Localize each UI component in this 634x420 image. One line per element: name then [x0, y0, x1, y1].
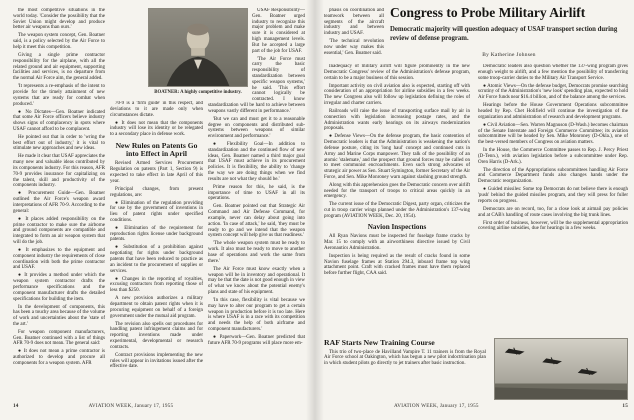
- congress-column-1: [324, 64, 470, 220]
- raf-heading: RAF Starts New Training Course: [324, 338, 435, 347]
- paragraph: ● Defense Views—On the defense program, the basic contention of Democratic leaders is that the Administration is weakening the nation's defense posture, citing its 'long haul' concept and continued cuts in Army and Marine Corps manpower. They talk of the possibility of an atomic 'stalemate,' and the prospect that ground forces may be called on to meet communist encroachments. Even such strong advocates of strategic air power as Sen. Stuart Symington, former Secretary of the Air Force, and Sen. Mike Monroney warn against slashing ground strength.: [324, 134, 470, 180]
- right-column-2: [478, 64, 628, 334]
- vampire-trainers-graphic: [495, 339, 627, 399]
- paragraph: ● It does not mean that the components industry will lose its identity or be relegated to a secondary place in defense work.: [110, 120, 203, 138]
- paragraph: The Air Force must know exactly when a weapon will be in inventory and operational. It may be that the date is not good enough in view of what we know about the potential enemy's plans and state of his equipment.: [208, 266, 305, 295]
- left-column-1: [13, 8, 105, 396]
- paragraph: Railroads will raise the issue of transporting surface mail by air in connection with legislation increasing postage rates, and the Administration wants early hearings on its airways modernization proposals.: [324, 108, 470, 132]
- paragraph: phasis on coordination and teamwork between all segments of the aircraft industry and between industry and USAF.: [324, 8, 384, 37]
- paragraph: This trio of two-place de Havilland Vampire T. 11 trainers is from the Royal Air Force school at Oakington, which has begun a new pilot indoctrination plan in which student pilots go directly to jet trainers after basic instruction.: [324, 349, 486, 367]
- paragraph: The current issue of the Democratic Digest, party organ, criticizes the cut in troop carrier wings planned under the Administration's 137-wing program (AVIATION WEEK, Dec. 20, 1954).: [324, 202, 470, 220]
- paragraph: USAF Responsibility—Gen. Boatner urged industry to recognize this major problem and make sure it is considered at high management levels. But he accepted a large part of the job for USAF.: [252, 8, 305, 54]
- photo-wrap-spacer: [208, 8, 252, 102]
- paragraph: The weapon system concept, Gen. Boatner said, is a policy selected by the Air Force to help it meet this competition.: [13, 33, 105, 50]
- paragraph: First order of business, however, will be the supplemental appropriation covering airline subsidies, due for hearings in a few weeks.: [478, 220, 628, 232]
- raf-section: [324, 338, 628, 400]
- left-column-3: [208, 8, 305, 396]
- paragraph: 'The whole weapon system must be ready to work. It also must be ready to move to another base of operations and work the same from there.': [208, 241, 305, 264]
- paragraph: 'The technical revolution now under way makes this essential,' Gen. Boatner said.: [324, 39, 384, 56]
- left-page: [0, 0, 312, 420]
- right-column-1: [324, 64, 470, 334]
- paragraph: ● Paperwork—Gen. Boatner predicted that future AFR 70-9 programs will place more em-: [208, 334, 305, 346]
- paragraph: 70-9 is a 'firm guide' in this respect, and deviations to it are made only when circumstances dictate.: [110, 101, 203, 118]
- vampire-trainers-photo: [494, 338, 628, 400]
- paragraph: The direction of the Appropriations subcommittees handling Air Force and Commerce Department funds also changes hands under the Democratic reorganization.: [478, 167, 628, 185]
- left-page-footer: [13, 403, 305, 409]
- page-number: 15: [622, 403, 628, 409]
- paragraph: ● Elimination of the requirement for reproduction rights license under background patents.: [110, 225, 203, 243]
- paragraph: ● Flexibility Goal—In addition to standardization and the continued flow of new ideas, Gen. Boatner named a third major goal that USAF must achieve in its procurement policies. It is flexibility, the ability to 'change the way we are doing things when we find results are not what they should be.': [208, 142, 305, 182]
- paragraph: 'But we can and must get it to a reasonable degree on components and distributed sub-systems between weapons of similar environment and performance.': [208, 116, 305, 140]
- magazine-title: AVIATION WEEK, January 17, 1955: [394, 403, 479, 409]
- paragraph: Along with this apprehension goes the Democratic concern over airlift needed for the transport of troops to critical areas quickly in an emergency.: [324, 182, 470, 200]
- congress-headline: Congress to Probe Military Airlift: [390, 5, 586, 20]
- paragraph: Prime reason for this, he said, is the importance of time to USAF in all its operations.: [208, 184, 305, 202]
- paragraph: In the House, the Commerce Committee passes to Rep. J. Percy Priest (D-Tenn.), with aviation legislation before a subcommittee under Rep. Oren Harris (D-Ark.).: [478, 148, 628, 165]
- paragraph: 'In this case, flexibility is vital because we may have to alter our program to get a certain weapon in production before it is too late. Here is where USAF is in a race with its competition and needs the help of both airframe and component manufacturers.': [208, 297, 305, 332]
- paragraph: 'The Air Force must carry the basic responsibility of standardization between specific weapon systems,' he said. 'This effort cannot logically be contracted. I know standardization will be hard to achieve between weapons vastly different in performance.': [208, 56, 305, 114]
- boatner-article-end: [324, 8, 384, 64]
- photo-caption: BOATNER: A highly competitive industry.: [154, 90, 242, 95]
- patents-article-heading: New Rules on Patents Go into Effect in April: [115, 140, 198, 159]
- paragraph: 'It represents a re-emphasis of the intent to provide for the timely attainment of new systems that are ready for combat when produced.': [13, 84, 105, 107]
- paragraph: ● Civil Aviation—Sen. Warren Magnuson (D-Wash.) becomes chairman of the Senate Interstate and Foreign Commerce Committee; its aviation subcommittee will be headed by Sen. Mike Monroney (D-Okla.), one of the best-versed members of Congress on aviation matters.: [478, 122, 628, 146]
- paragraph: He pointed out that in order to 'wring the best effort out of industry,' it is vital to stimulate new approaches and new ideas.: [13, 134, 105, 152]
- paragraph: ● Guided missiles: Some top Democrats do not believe there is enough 'push' behind the guided missiles program, and they will press for fuller reports on progress.: [478, 187, 628, 204]
- magazine-title: AVIATION WEEK, January 17, 1955: [88, 403, 174, 409]
- paragraph: Inadequacy of military airlift will figure prominently in the new Democratic Congress' review of the Administration's defense program, certain to be a major business of this session.: [324, 64, 470, 81]
- congress-deck: Democratic majority will question adequacy of USAF transport section during review of defense program.: [390, 26, 618, 42]
- paragraph: All Ryan Navions must be inspected for fuselage frame cracks by Mar. 15 to comply with an airworthiness directive issued by Civil Aeronautics Administration.: [324, 234, 470, 251]
- paragraph: A new provision authorizes a military department to obtain patent rights when it is procuring equipment on behalf of a foreign government under the mutual aid program.: [110, 296, 203, 319]
- byline: By Katherine Johnsen: [482, 52, 536, 58]
- raf-caption: [324, 350, 486, 367]
- paragraph: For weapon component manufacturers, Gen. Boatner continued with a list of things AFR 70-9 does not mean. The general said:: [13, 329, 105, 347]
- paragraph: ● Atomic Views—On the defense budget, Democrats promise searching scrutiny of the Administration's 'new look' spending plan, expected to hold Air Force funds near $16.4 billion, and of the balance among the services.: [478, 83, 628, 101]
- paragraph: The revision also spells out procedures for handling patent infringement claims and for reporting inventions made under experimental, developmental or research contracts.: [110, 321, 203, 350]
- paragraph: He made it clear that USAF appreciates the many new and valuable ideas contributed by its components industry. For this reason, AFR 70-9 provides insurance for capitalizing on the talent, skill and productivity of the components industry.: [13, 154, 105, 189]
- raf-text-block: [324, 338, 486, 400]
- page-number: 14: [13, 403, 19, 409]
- left-column-2: [110, 101, 203, 396]
- paragraph: ● It does not mean a prime contractor is authorized to develop and procure all components for a weapon system. AFR: [13, 349, 105, 367]
- paragraph: Gen. Boatner pointed out that Strategic Air Command and Air Defense Command, for example, never can delay about going into action. 'In case of attack,' he said, 'they must be ready to go and we intend that the weapon system concept will help give us that readiness.': [208, 204, 305, 239]
- right-page-footer: [324, 403, 628, 409]
- paragraph: the most competitive situations in the world today. 'Consider the possibility that the Soviet Union might develop and produce better air weapons than ours.': [13, 8, 105, 31]
- right-page: [318, 0, 634, 420]
- paragraph: ● It places added responsibility on the prime contractor to make sure the airborne and ground components are compatible and integrated to form an air weapon system that will do the job.: [13, 216, 105, 245]
- patents-article-body: [110, 161, 203, 370]
- paragraph: Giving a single prime contractor responsibility for the airplane, with all the related ground and air equipment, supporting facilities and services, is no departure from the normal Air Force aim, the general added.: [13, 52, 105, 82]
- paragraph: Hearings before the House Government Operations subcommittee headed by Rep. Chet Holifield will continue the investigation of the organization and administration of research and development programs.: [478, 103, 628, 120]
- navion-heading: Navion Inspections: [367, 222, 427, 231]
- paragraph: ● No Dictates—Gen. Boatner indicated that some Air Force officers believe industry shows signs of complacency in spots where USAF cannot afford to be complacent.: [13, 109, 105, 132]
- paragraph: Revised Armed Services Procurement Regulation on patents (Part 1, Section 9) is expected to take effect in late April of this year.: [110, 161, 203, 184]
- column-2-intro: [110, 101, 203, 138]
- paragraph: ● It emphasizes to the equipment and component industry the requirements of close coordination with both the prime contractor and USAF.: [13, 247, 105, 271]
- paragraph: Contract provisions implementing the new rules will appear in invitations issued after the effective date.: [110, 352, 203, 370]
- paragraph: ● Procurement Guide—Gen. Boatner outlined the Air Force's weapon award interpretations of AFR 70-9. According to the general:: [13, 191, 105, 214]
- navion-body: [324, 234, 470, 277]
- paragraph: Important activity on civil aviation also is expected, starting off with consideration of an appropriation for airline subsidies in a few weeks. The new Congress also will follow up legislation defining the roles of irregular and charter carriers.: [324, 83, 470, 106]
- paragraph: ● Substitution of a prohibition against negotiating for rights under background patents that have been reduced to practice as an incident to the procurement of supplies or services.: [110, 245, 203, 274]
- paragraph: Democratic leaders also question whether the 137-wing program gives enough weight to airlift, and a few mention the possibility of transferring some troop-carrier duties to the Military Air Transport Service.: [478, 64, 628, 81]
- paragraph: In the development of components, this has been a touchy area because of the volume of work and uncertainties about the 'state of the art.': [13, 304, 105, 327]
- paragraph: ● Changes in the reporting of royalties, excusing contractors from reporting those of less than $250.: [110, 276, 203, 294]
- paragraph: Inspection is being required as the result of cracks found in some Navion fuselage frames at Station 294.3, inboard frame top wing attachment point. Craft with cracked frames must have them replaced before further flight, CAA said.: [324, 253, 470, 277]
- paragraph: ● It provides a method under which the weapon system contractor drafts the performance specifications and the component manufacturer drafts the detailed specifications for building the item.: [13, 273, 105, 302]
- paragraph: Principal changes, from present regulations, are:: [110, 186, 203, 198]
- paragraph: ● Elimination of the regulation providing for use by the government of inventions in lieu of patent rights under specified conditions.: [110, 200, 203, 223]
- paragraph: Democrats are on record, too, for a close look at airmail pay policies and at CAB's handling of route cases involving the big trunk lines.: [478, 206, 628, 218]
